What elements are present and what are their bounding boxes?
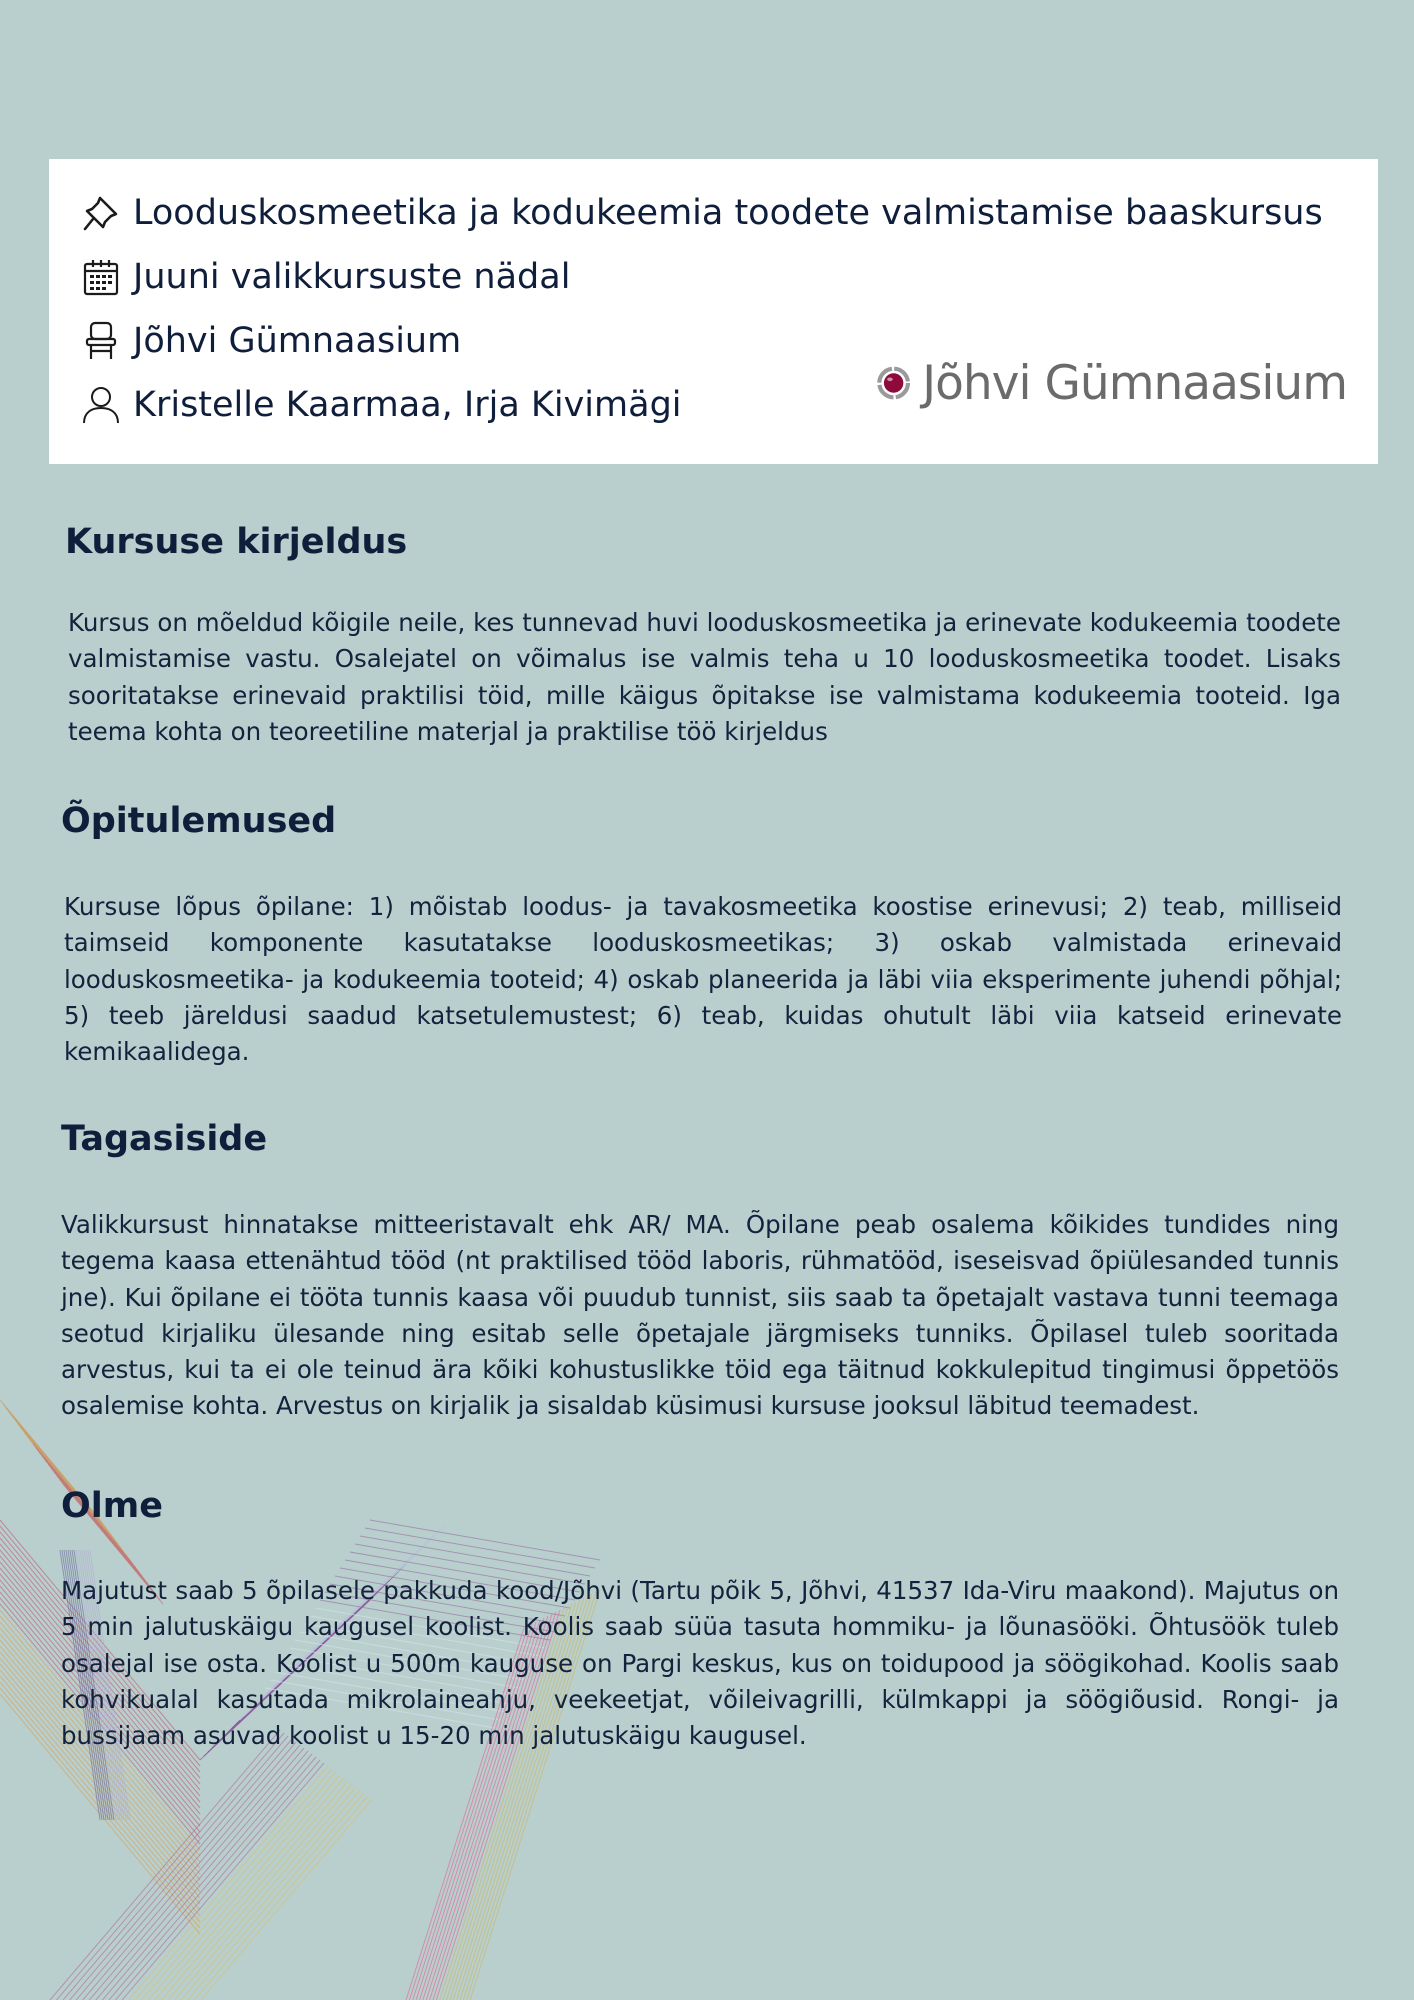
- outcomes-heading-wrap: [61, 801, 336, 841]
- course-info-card: [49, 159, 1378, 464]
- period: Juuni valikkursuste nädal: [133, 257, 571, 297]
- living-heading-wrap: [61, 1486, 163, 1526]
- teachers-row: [81, 380, 682, 430]
- school-logo: [877, 343, 1347, 423]
- school-name: Jõhvi Gümnaasium: [133, 321, 462, 361]
- feedback-heading: Tagasiside: [61, 1119, 268, 1159]
- logo-mark-icon: [877, 347, 910, 419]
- living-section: [61, 1573, 1339, 1754]
- decor-line: [370, 1520, 600, 1560]
- description-heading-wrap: [65, 522, 407, 562]
- decor-line: [138, 1796, 368, 2000]
- logo-wordmark: Jõhvi Gümnaasium: [922, 355, 1347, 411]
- school-row: [81, 316, 461, 366]
- decor-line: [360, 1536, 590, 1576]
- course-title: Looduskosmeetika ja kodukeemia toodete valmistamise baaskursus: [133, 193, 1323, 233]
- decor-line: [50, 1730, 280, 2000]
- description-heading: Kursuse kirjeldus: [65, 522, 408, 562]
- description-text: Kursus on mõeldud kõigile neile, kes tunnevad huvi looduskosmeetika ja erinevate kodukeemia toodete valmistamise vastu. Osalejatel on võimalus ise valmis teha u 10 looduskosmeetika toodet. Lisaks sooritatakse erinevaid praktilisi töid, mille käigus õpitakse ise valmistama kodukeemia tooteid. Iga teema kohta on teoreetiline materjal ja praktilise töö kirjeldus: [68, 608, 1341, 746]
- feedback-section: [61, 1207, 1339, 1425]
- person-icon: [81, 385, 121, 425]
- decor-line: [130, 1790, 360, 2000]
- outcomes-text: Kursuse lõpus õpilane: 1) mõistab loodus- ja tavakosmeetika koostise erinevusi; 2) teab, milliseid taimseid komponente kasutatakse looduskosmeetikas; 3) oskab valmistada erinevaid looduskosmeetika- ja kodukeemia tooteid; 4) oskab planeerida ja läbi viia eksperimente juhendi põhjal; 5) teeb järeldusi saadud katsetulemustest; 6) teab, kuidas ohutult läbi viia katseid erinevate kemikaalidega.: [64, 892, 1342, 1067]
- living-text: Majutust saab 5 õpilasele pakkuda kood/Jõhvi (Tartu põik 5, Jõhvi, 41537 Ida-Viru maakond). Majutus on 5 min jalutuskäigu kaugusel koolist. Koolis saab süüa tasuta hommiku- ja lõunasööki. Õhtusöök tuleb osalejal ise osta. Koolist u 500m kauguse on Pargi keskus, kus on toidupood ja söögikohad. Koolis saab kohvikualal kasutada mikrolaineahju, veekeetjat, võileivagrilli, külmkappi ja söögiõusid. Rongi- ja bussijaam asuvad koolist u 15-20 min jalutuskäigu kaugusel.: [61, 1576, 1339, 1751]
- period-row: [81, 252, 570, 302]
- living-heading: Olme: [61, 1486, 163, 1526]
- feedback-text: Valikkursust hinnatakse mitteeristavalt ehk AR/ MA. Õpilane peab osalema kõikides tundides ning tegema kaasa ettenähtud tööd (nt praktilised tööd laboris, rühmatööd, iseseisvad õpiülesanded tunnis jne). Kui õpilane ei tööta tunnis kaasa või puudub tunnist, siis saab ta õpetajalt vastava tunni teemaga seotud kirjaliku ülesande ning esitab selle õpetajale järgmiseks tunniks. Õpilasel tuleb sooritada arvestus, kui ta ei ole teinud ära kõiki kohustuslikke töid ega täitnud kokkulepitud tingimusi õppetöös osalemise kohta. Arvestus on kirjalik ja sisaldab küsimusi kursuse jooksul läbitud teemadest.: [61, 1210, 1339, 1421]
- teachers: Kristelle Kaarmaa, Irja Kivimägi: [133, 385, 682, 425]
- decor-line: [365, 1528, 595, 1568]
- chair-icon: [81, 321, 121, 361]
- decor-line: [94, 1763, 324, 2000]
- pin-icon: [81, 193, 121, 233]
- outcomes-heading: Õpitulemused: [61, 801, 337, 841]
- calendar-icon: [81, 257, 121, 297]
- course-title-row: [81, 188, 1323, 238]
- description-section: [68, 605, 1341, 750]
- outcomes-section: [64, 889, 1342, 1070]
- feedback-heading-wrap: [61, 1119, 267, 1159]
